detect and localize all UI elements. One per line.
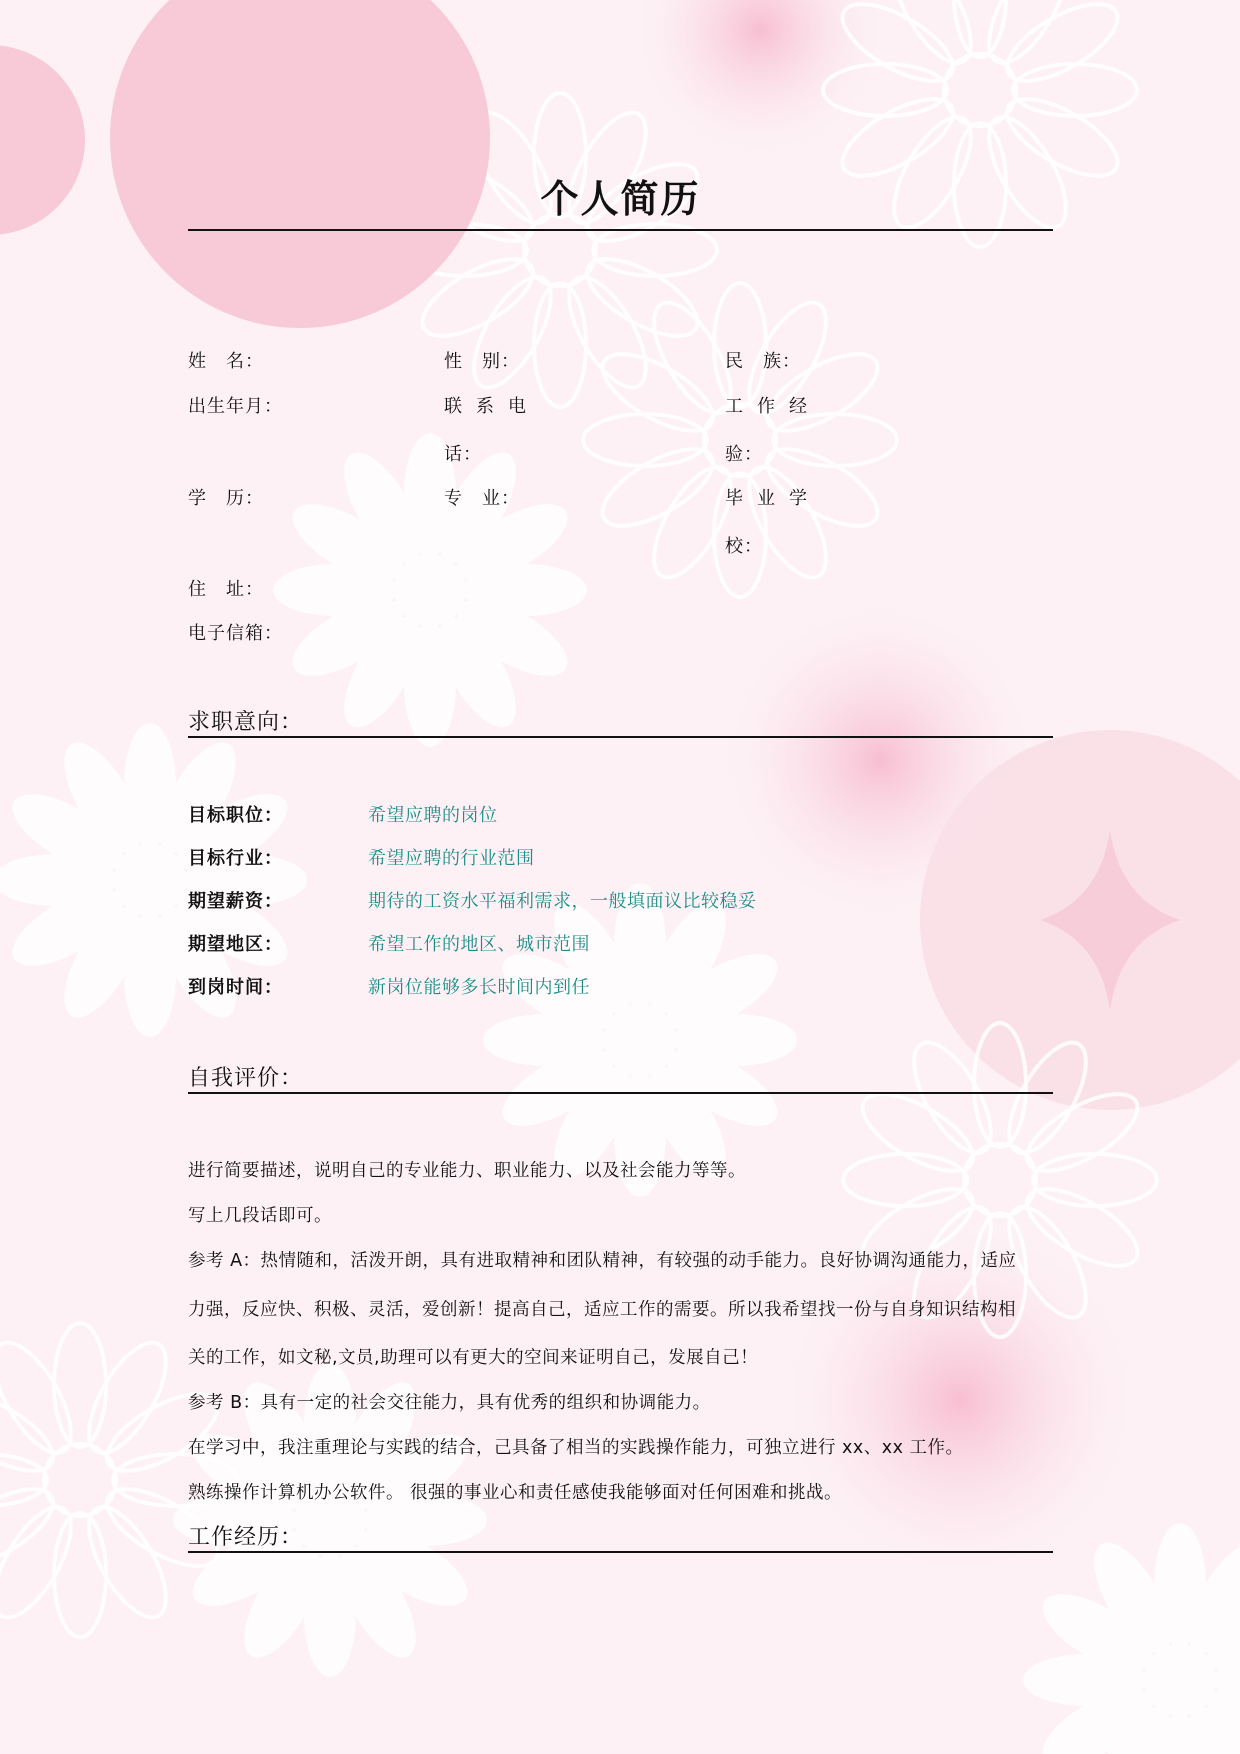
target-industry-value: 希望应聘的行业范围	[368, 848, 535, 869]
self-eval-line: 在学习中，我注重理论与实践的结合，己具备了相当的实践操作能力，可独立进行 xx、xx 工作。	[188, 1438, 964, 1458]
target-industry-label: 目标行业：	[188, 848, 283, 869]
work-history-heading: 工作经历：	[188, 1525, 304, 1550]
education-label: 学 历：	[188, 488, 264, 509]
title-rule	[188, 229, 1053, 231]
phone-label-line2: 话：	[444, 444, 482, 465]
major-label: 专 业：	[444, 488, 520, 509]
expected-salary-label: 期望薪资：	[188, 891, 283, 912]
name-label: 姓 名：	[188, 351, 264, 372]
email-label: 电子信箱：	[188, 623, 283, 644]
work-exp-label-line2: 验：	[725, 444, 763, 465]
birth-label: 出生年月：	[188, 396, 283, 417]
start-time-value: 新岗位能够多长时间内到任	[368, 977, 590, 998]
work-history-rule	[188, 1551, 1053, 1553]
expected-region-label: 期望地区：	[188, 934, 283, 955]
self-eval-line: 参考 A：热情随和，活泼开朗，具有进取精神和团队精神，有较强的动手能力。良好协调沟通能力，适应	[188, 1251, 1017, 1271]
start-time-label: 到岗时间：	[188, 977, 283, 998]
work-exp-label-line1: 工作经	[725, 396, 821, 417]
target-position-label: 目标职位：	[188, 805, 283, 826]
self-eval-line: 进行简要描述，说明自己的专业能力、职业能力、以及社会能力等等。	[188, 1161, 746, 1181]
self-eval-heading: 自我评价：	[188, 1066, 304, 1091]
page-title: 个人简历	[540, 177, 701, 221]
self-eval-line: 关的工作，如文秘,文员,助理可以有更大的空间来证明自己，发展自己！	[188, 1348, 759, 1368]
address-label: 住 址：	[188, 579, 264, 600]
job-intent-rule	[188, 736, 1053, 738]
self-eval-line: 力强，反应快、积极、灵活，爱创新！提高自己，适应工作的需要。所以我希望找一份与自身知识结构相	[188, 1300, 1016, 1320]
self-eval-line: 参考 B：具有一定的社会交往能力，具有优秀的组织和协调能力。	[188, 1393, 711, 1413]
target-position-value: 希望应聘的岗位	[368, 805, 498, 826]
expected-region-value: 希望工作的地区、城市范围	[368, 934, 590, 955]
job-intent-heading: 求职意向：	[188, 710, 304, 735]
school-label-line2: 校：	[725, 536, 763, 557]
self-eval-line: 写上几段话即可。	[188, 1206, 332, 1226]
ethnicity-label: 民 族：	[725, 351, 801, 372]
expected-salary-value: 期待的工资水平福利需求，一般填面议比较稳妥	[368, 891, 757, 912]
phone-label-line1: 联系电	[444, 396, 540, 417]
school-label-line1: 毕业学	[725, 488, 821, 509]
self-eval-line: 熟练操作计算机办公软件。 很强的事业心和责任感使我能够面对任何困难和挑战。	[188, 1483, 843, 1503]
gender-label: 性 别：	[444, 351, 520, 372]
self-eval-rule	[188, 1092, 1053, 1094]
